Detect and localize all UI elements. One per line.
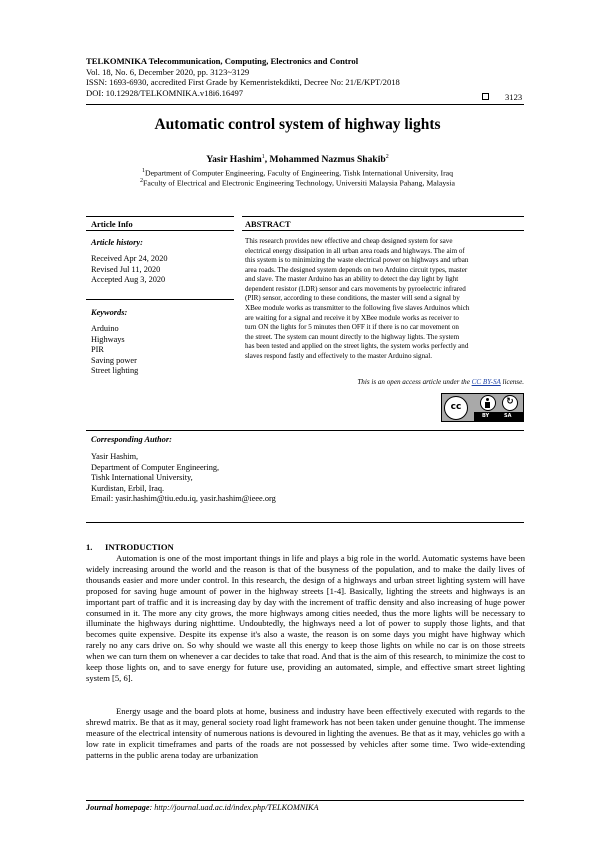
- corresponding-email: Email: yasir.hashim@tiu.edu.iq, yasir.hashim@ieee.org: [91, 494, 276, 504]
- section-number: 1.: [86, 542, 93, 552]
- author-separator: ,: [264, 154, 270, 166]
- footer-url: : http://journal.uad.ac.id/index.php/TELKOMNIKA: [149, 803, 319, 812]
- abstract-line: has been tested and applied on the street lights, the system works perfectly and: [245, 342, 469, 351]
- article-history-heading: Article history:: [91, 238, 143, 247]
- footer-divider: [86, 800, 524, 801]
- abstract-line: this system is to minimizing the waste electrical power on highways and urban: [245, 256, 469, 265]
- sa-label: SA: [504, 413, 512, 419]
- abstract-line: slaves respond fastly and effectively to the master Arduino signal.: [245, 351, 433, 360]
- history-item: Received Apr 24, 2020: [91, 254, 168, 263]
- corresponding-bottom-rule: [86, 522, 524, 523]
- person-icon: [480, 395, 496, 411]
- corresponding-line: Department of Computer Engineering,: [91, 462, 220, 472]
- affiliation-1: [0, 168, 595, 178]
- page-square-icon: [482, 93, 489, 100]
- author-name: Mohammed Nazmus Shakib: [269, 154, 386, 166]
- affiliation-sup: 2: [140, 178, 144, 184]
- corresponding-line: Tishk International University,: [91, 473, 193, 483]
- abstract-heading-rule: [242, 230, 524, 231]
- cc-icon: cc: [444, 396, 468, 420]
- doi-line: DOI: 10.12928/TELKOMNIKA.v18i6.16497: [86, 87, 244, 98]
- article-info-heading: Article Info: [91, 220, 133, 229]
- abstract-line: area roads. The designed system depends on two Arduino circuit types, master: [245, 265, 468, 274]
- author-name: Yasir Hashim: [206, 154, 262, 166]
- keyword: Street lighting: [91, 366, 139, 376]
- history-item: Accepted Aug 3, 2020: [91, 275, 166, 285]
- section-heading: INTRODUCTION: [105, 542, 174, 552]
- corresponding-top-rule: [86, 430, 524, 431]
- header-divider: [86, 104, 524, 105]
- affiliation-text: Department of Computer Engineering, Faculty of Engineering, Tishk International University, Iraq: [144, 168, 454, 178]
- intro-paragraph-1-text: Automation is one of the most important things in life and plays a big role in the world. Automatic systems have been widely increasing around the world and the reason is that of the busyness of the population, and to make the daily lives of thousands easier and more under control. In this research, the design of a highways and urban street lighting system will have proposed for saving huge amount of power in the highway streets [1-4]. Basically, lighting the streets and highways is an important part of traffic and it is increasing day by day with the increment of traffic density and also increasing of huge power consumed in it. The more any city grows, the more highways among cities needed, thus the more lights will be necessary to illuminate the highways during nighttime. Undoubtedly, the highways need a lot of power to supply those lights, and that becomes quite expensive. Despite its expense it's also a waste, the reason is on some days you might have highway which rarely no any cars drive on. So why should we waste all this energy to keep those lights on while no car is on those streets when we can turn them on whenever a car decides to take that road. And that is the aim of this research, to minimize the cost to keep those lights on, and to save energy for future use, providing an automated, simple, and effective smart street lighting system [5, 6].: [86, 553, 525, 683]
- abstract-top-rule: [242, 216, 524, 217]
- affiliation-text: Faculty of Electrical and Electronic Engineering Technology, Universiti Malaysia Pahang, Malaysia: [143, 178, 455, 188]
- history-item: Revised Jul 11, 2020: [91, 264, 161, 274]
- journal-homepage[interactable]: [86, 803, 318, 812]
- share-alike-icon: ↻: [502, 395, 518, 411]
- abstract-line: This research provides new effective and cheap designed system for save: [245, 237, 453, 245]
- corresponding-line: Kurdistan, Erbil, Iraq.: [91, 483, 165, 493]
- paper-title: Automatic control system of highway lights: [154, 116, 441, 133]
- by-label: BY: [482, 413, 490, 419]
- journal-header: [86, 56, 526, 98]
- abstract-line: are waiting for a signal and receive it by XBee module works as receiver to: [245, 313, 459, 322]
- keyword: Arduino: [91, 324, 119, 333]
- volume-line: Vol. 18, No. 6, December 2020, pp. 3123~3129: [86, 66, 250, 77]
- author-sup: 2: [385, 154, 389, 160]
- article-history: [91, 254, 168, 286]
- intro-paragraph-2-text: Energy usage and the board plots at home, business and industry have been effectively executed with regards to the shrewd matrix. Be that as it may, general society road light framework has not been taken under genuine thought. The immense measure of the electrical intensity of numerous nations is devoured in lighting the avenues. Be that as it may, vehicles go with a low rate in explicit timeframes and parts of the roads are not possessed by vehicles after some time. Two wide-extending patterns in the public arena today are urbanization: [86, 706, 525, 760]
- keyword: Highways: [91, 334, 125, 344]
- page-number: 3123: [505, 92, 523, 102]
- footer-label: Journal homepage: [86, 803, 150, 812]
- open-access-prefix: This is an open access article under the: [357, 378, 472, 386]
- author-line: [0, 154, 595, 165]
- keyword: PIR: [91, 345, 104, 355]
- author-sup: 1: [261, 154, 265, 160]
- affiliation-2: [0, 178, 595, 188]
- open-access-note: [245, 378, 524, 386]
- intro-paragraph-2: [86, 706, 525, 761]
- issn-line: ISSN: 1693-6930, accredited First Grade by Kemenristekdikti, Decree No: 21/E/KPT/2018: [86, 77, 400, 88]
- info-heading-rule: [86, 230, 234, 231]
- keywords-list: [91, 324, 138, 377]
- keywords-heading: Keywords:: [91, 308, 128, 317]
- abstract-line: and slave. The master Arduino has an ability to detect the day light by light: [245, 275, 459, 284]
- corresponding-line: Yasir Hashim,: [91, 452, 139, 461]
- license-link[interactable]: CC BY-SA: [471, 378, 501, 386]
- history-divider: [86, 299, 234, 300]
- cc-by-sa-badge[interactable]: [441, 393, 524, 422]
- abstract-line: dependent resistor (LDR) sensor and cars movements by pyroelectric infrared: [245, 284, 466, 293]
- person-body: [485, 402, 490, 408]
- abstract-body: [245, 237, 524, 362]
- keyword: Saving power: [91, 355, 137, 365]
- journal-name: TELKOMNIKA Telecommunication, Computing, Electronics and Control: [86, 56, 359, 66]
- open-access-suffix: license.: [500, 378, 524, 386]
- abstract-line: turn ON the lights for 5 minutes then OFF it if there is no car movement on: [245, 323, 459, 332]
- abstract-line: electrical energy dissipation in all urban area roads and highways. The aim of: [245, 246, 465, 255]
- info-top-rule: [86, 216, 234, 217]
- person-head: [486, 398, 489, 401]
- abstract-line: (PIR) sensor, according to these conditions, the master will send a signal by: [245, 294, 460, 303]
- abstract-line: XBee module works as transmitter to the following five slaves Arduinos which: [245, 304, 470, 313]
- affiliation-sup: 1: [141, 168, 145, 174]
- corresponding-details: [91, 452, 276, 505]
- abstract-heading: ABSTRACT: [245, 220, 291, 229]
- corresponding-heading: Corresponding Author:: [91, 435, 172, 444]
- intro-paragraph-1: [86, 553, 525, 684]
- abstract-line: the street. The system can mount directly to the highway lights. The system: [245, 332, 460, 341]
